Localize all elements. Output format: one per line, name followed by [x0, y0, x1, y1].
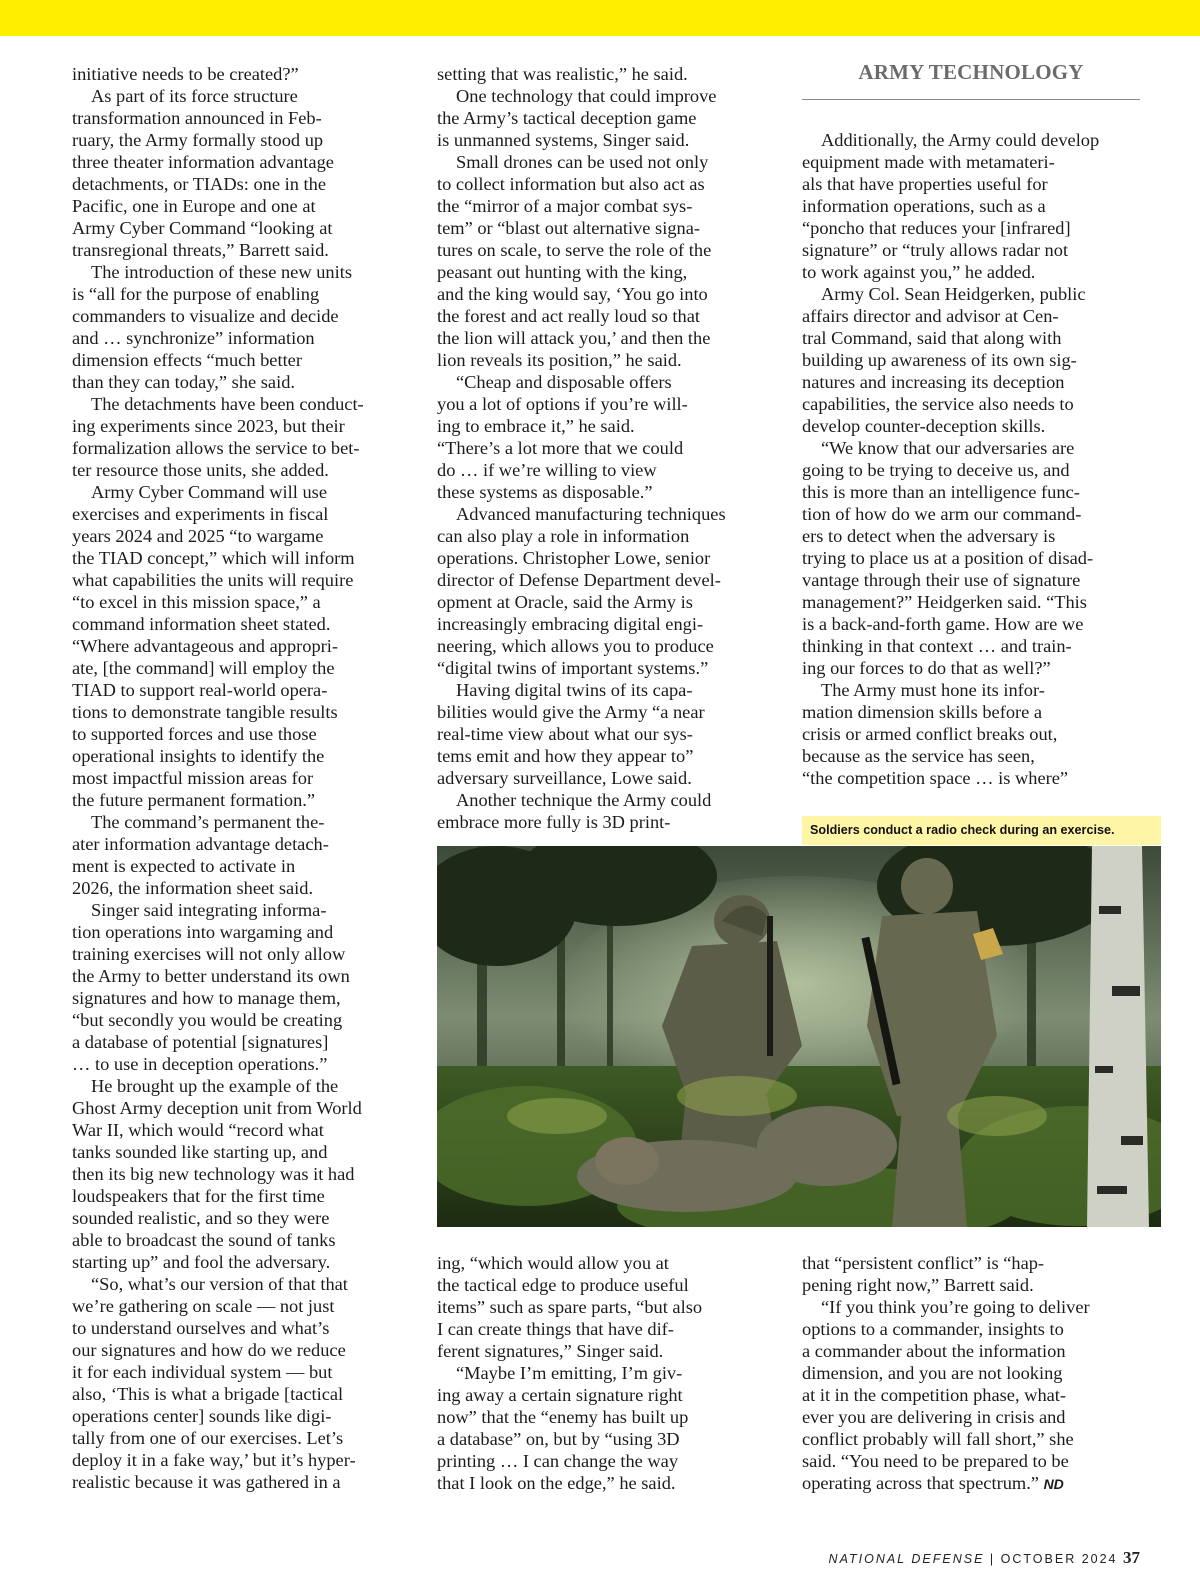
article-line: … to use in deception operations.”: [72, 1054, 328, 1074]
article-line: tures on scale, to serve the role of the: [437, 240, 712, 260]
article-line: going to be trying to deceive us, and: [802, 460, 1070, 480]
article-line: detachments, or TIADs: one in the: [72, 174, 327, 194]
article-line: operating across that spectrum.” ND: [802, 1473, 1064, 1493]
article-line: Advanced manufacturing techniques: [456, 504, 726, 524]
article-line: The command’s permanent the-: [91, 812, 325, 832]
article-line: ing to embrace it,” he said.: [437, 416, 635, 436]
article-line: ing away a certain signature right: [437, 1385, 683, 1405]
article-line: that I look on the edge,” he said.: [437, 1473, 676, 1493]
article-line: the future permanent formation.”: [72, 790, 316, 810]
article-line: tem” or “blast out alternative signa-: [437, 218, 700, 238]
article-line: affairs director and advisor at Cen-: [802, 306, 1059, 326]
article-line: trying to place us at a position of disad-: [802, 548, 1094, 568]
article-line: exercises and experiments in fiscal: [72, 504, 329, 524]
article-line: ment is expected to activate in: [72, 856, 296, 876]
article-line: able to broadcast the sound of tanks: [72, 1230, 336, 1250]
article-line: three theater information advantage: [72, 152, 334, 172]
article-line: also, ‘This is what a brigade [tactical: [72, 1384, 344, 1404]
article-line: building up awareness of its own sig-: [802, 350, 1077, 370]
article-line: “Cheap and disposable offers: [456, 372, 672, 392]
article-line: dimension effects “much better: [72, 350, 302, 370]
article-line: War II, which would “record what: [72, 1120, 324, 1140]
article-line: signature” or “truly allows radar not: [802, 240, 1069, 260]
article-line: conflict probably will fall short,” she: [802, 1429, 1074, 1449]
article-line: One technology that could improve: [456, 86, 717, 106]
article-line: tally from one of our exercises. Let’s: [72, 1428, 344, 1448]
article-line: you a lot of options if you’re will-: [437, 394, 688, 414]
article-column-3-bottom: [802, 1252, 1142, 1495]
article-line: embrace more fully is 3D print-: [437, 812, 671, 832]
article-line: our signatures and how do we reduce: [72, 1340, 346, 1360]
article-line: Small drones can be used not only: [456, 152, 709, 172]
article-column-3-top: [802, 129, 1142, 789]
article-line: and … synchronize” information: [72, 328, 315, 348]
article-line: the “mirror of a major combat sys-: [437, 196, 693, 216]
article-line: Army Col. Sean Heidgerken, public: [821, 284, 1086, 304]
article-line: because as the service has seen,: [802, 746, 1035, 766]
page-number: 37: [1123, 1548, 1140, 1567]
article-line: this is more than an intelligence func-: [802, 482, 1080, 502]
article-line: The detachments have been conduct-: [91, 394, 364, 414]
article-line: to understand ourselves and what’s: [72, 1318, 330, 1338]
article-line: operations center] sounds like digi-: [72, 1406, 332, 1426]
article-line: loudspeakers that for the first time: [72, 1186, 325, 1206]
article-line: crisis or armed conflict breaks out,: [802, 724, 1058, 744]
footer-publication: NATIONAL DEFENSE: [828, 1552, 985, 1566]
article-line: realistic because it was gathered in a: [72, 1472, 341, 1492]
article-line: ing experiments since 2023, but their: [72, 416, 345, 436]
article-line: The introduction of these new units: [91, 262, 352, 282]
article-line: the Army’s tactical deception game: [437, 108, 697, 128]
article-line: peasant out hunting with the king,: [437, 262, 688, 282]
article-line: management?” Heidgerken said. “This: [802, 592, 1087, 612]
footer-separator: |: [989, 1552, 996, 1566]
article-line: is unmanned systems, Singer said.: [437, 130, 690, 150]
article-line: mation dimension skills before a: [802, 702, 1043, 722]
article-line: Army Cyber Command will use: [91, 482, 327, 502]
article-column-2-bottom: [437, 1252, 777, 1494]
article-line: “poncho that reduces your [infrared]: [802, 218, 1071, 238]
article-line: lion reveals its position,” he said.: [437, 350, 682, 370]
article-line: “If you think you’re going to deliver: [821, 1297, 1090, 1317]
footer-issue: OCTOBER 2024: [1000, 1552, 1118, 1566]
article-line: adversary surveillance, Lowe said.: [437, 768, 692, 788]
article-line: can also play a role in information: [437, 526, 690, 546]
article-line: opment at Oracle, said the Army is: [437, 592, 693, 612]
article-photo: [437, 846, 1161, 1227]
article-line: He brought up the example of the: [91, 1076, 339, 1096]
article-line: ruary, the Army formally stood up: [72, 130, 324, 150]
article-line: “the competition space … is where”: [802, 768, 1069, 788]
article-line: initiative needs to be created?”: [72, 64, 299, 84]
article-line: operational insights to identify the: [72, 746, 325, 766]
article-line: ater information advantage detach-: [72, 834, 329, 854]
article-line: Having digital twins of its capa-: [456, 680, 693, 700]
article-line: than they can today,” she said.: [72, 372, 295, 392]
article-line: ers to detect when the adversary is: [802, 526, 1056, 546]
article-line: that “persistent conflict” is “hap-: [802, 1253, 1045, 1273]
article-line: most impactful mission areas for: [72, 768, 314, 788]
photo-caption: Soldiers conduct a radio check during an exercise.: [802, 816, 1161, 845]
article-line: “digital twins of important systems.”: [437, 658, 709, 678]
article-line: what capabilities the units will require: [72, 570, 354, 590]
article-line: tions to demonstrate tangible results: [72, 702, 338, 722]
article-line: equipment made with metamateri-: [802, 152, 1055, 172]
article-line: tion of how do we arm our command-: [802, 504, 1082, 524]
article-column-2-top: [437, 63, 777, 833]
article-line: signatures and how to manage them,: [72, 988, 341, 1008]
article-line: is a back-and-forth game. How are we: [802, 614, 1084, 634]
article-line: 2026, the information sheet said.: [72, 878, 314, 898]
article-line: capabilities, the service also needs to: [802, 394, 1074, 414]
article-line: transregional threats,” Barrett said.: [72, 240, 329, 260]
article-line: natures and increasing its deception: [802, 372, 1065, 392]
article-line: said. “You need to be prepared to be: [802, 1451, 1069, 1471]
article-line: a commander about the information: [802, 1341, 1066, 1361]
section-header-rule: [802, 99, 1140, 100]
article-line: at it in the competition phase, what-: [802, 1385, 1067, 1405]
article-line: commanders to visualize and decide: [72, 306, 339, 326]
article-line: Ghost Army deception unit from World: [72, 1098, 362, 1118]
top-color-bar: [0, 0, 1200, 36]
article-line: “but secondly you would be creating: [72, 1010, 343, 1030]
article-line: then its big new technology was it had: [72, 1164, 355, 1184]
article-line: As part of its force structure: [91, 86, 298, 106]
article-column-1: [72, 63, 412, 1493]
section-header: ARMY TECHNOLOGY: [858, 60, 1084, 84]
article-line: tion operations into wargaming and: [72, 922, 334, 942]
article-line: “So, what’s our version of that that: [91, 1274, 348, 1294]
article-line: tems emit and how they appear to”: [437, 746, 694, 766]
article-line: the lion will attack you,’ and then the: [437, 328, 711, 348]
article-line: tral Command, said that along with: [802, 328, 1062, 348]
article-line: “Maybe I’m emitting, I’m giv-: [456, 1363, 683, 1383]
article-line: a database” on, but by “using 3D: [437, 1429, 680, 1449]
article-line: TIAD to support real-world opera-: [72, 680, 328, 700]
article-line: neering, which allows you to produce: [437, 636, 714, 656]
article-line: the TIAD concept,” which will inform: [72, 548, 355, 568]
article-line: Singer said integrating informa-: [91, 900, 327, 920]
article-line: “There’s a lot more that we could: [437, 438, 684, 458]
article-line: “to excel in this mission space,” a: [72, 592, 321, 612]
article-line: transformation announced in Feb-: [72, 108, 322, 128]
article-line: increasingly embracing digital engi-: [437, 614, 704, 634]
article-line: training exercises will not only allow: [72, 944, 346, 964]
article-line: information operations, such as a: [802, 196, 1046, 216]
article-line: Army Cyber Command “looking at: [72, 218, 333, 238]
article-line: options to a commander, insights to: [802, 1319, 1064, 1339]
article-line: a database of potential [signatures]: [72, 1032, 329, 1052]
article-line: “Where advantageous and appropri-: [72, 636, 339, 656]
article-line: the Army to better understand its own: [72, 966, 350, 986]
end-mark: ND: [1043, 1476, 1064, 1492]
article-line: ferent signatures,” Singer said.: [437, 1341, 664, 1361]
article-line: sounded realistic, and so they were: [72, 1208, 330, 1228]
article-line: to supported forces and use those: [72, 724, 317, 744]
article-line: to work against you,” he added.: [802, 262, 1036, 282]
article-line: I can create things that have dif-: [437, 1319, 674, 1339]
article-line: real-time view about what our sys-: [437, 724, 693, 744]
article-line: bilities would give the Army “a near: [437, 702, 705, 722]
article-line: ing, “which would allow you at: [437, 1253, 669, 1273]
article-line: director of Defense Department devel-: [437, 570, 721, 590]
article-line: command information sheet stated.: [72, 614, 331, 634]
article-line: and the king would say, ‘You go into: [437, 284, 708, 304]
page-footer: [829, 1548, 1140, 1568]
article-line: formalization allows the service to bet-: [72, 438, 360, 458]
article-line: tanks sounded like starting up, and: [72, 1142, 328, 1162]
article-line: ever you are delivering in crisis and: [802, 1407, 1066, 1427]
article-line: operations. Christopher Lowe, senior: [437, 548, 711, 568]
article-line: deploy it in a fake way,’ but it’s hyper-: [72, 1450, 356, 1470]
article-line: printing … I can change the way: [437, 1451, 679, 1471]
article-line: thinking in that context … and train-: [802, 636, 1072, 656]
article-line: dimension, and you are not looking: [802, 1363, 1063, 1383]
article-line: we’re gathering on scale — not just: [72, 1296, 335, 1316]
article-line: do … if we’re willing to view: [437, 460, 657, 480]
article-line: vantage through their use of signature: [802, 570, 1081, 590]
article-line: Additionally, the Army could develop: [821, 130, 1100, 150]
article-line: the tactical edge to produce useful: [437, 1275, 689, 1295]
article-line: items” such as spare parts, “but also: [437, 1297, 703, 1317]
article-line: ing our forces to do that as well?”: [802, 658, 1051, 678]
article-line: als that have properties useful for: [802, 174, 1048, 194]
article-line: Pacific, one in Europe and one at: [72, 196, 316, 216]
article-line: pening right now,” Barrett said.: [802, 1275, 1034, 1295]
article-line: develop counter-deception skills.: [802, 416, 1046, 436]
article-line: “We know that our adversaries are: [821, 438, 1075, 458]
article-line: it for each individual system — but: [72, 1362, 333, 1382]
article-line: ter resource those units, she added.: [72, 460, 329, 480]
article-line: the forest and act really loud so that: [437, 306, 701, 326]
article-line: is “all for the purpose of enabling: [72, 284, 320, 304]
article-line: Another technique the Army could: [456, 790, 712, 810]
article-line: these systems as disposable.”: [437, 482, 653, 502]
article-line: starting up” and fool the adversary.: [72, 1252, 331, 1272]
article-line: years 2024 and 2025 “to wargame: [72, 526, 324, 546]
article-line: ate, [the command] will employ the: [72, 658, 335, 678]
article-line: now” that the “enemy has built up: [437, 1407, 689, 1427]
article-line: The Army must hone its infor-: [821, 680, 1045, 700]
article-line: setting that was realistic,” he said.: [437, 64, 688, 84]
article-line: to collect information but also act as: [437, 174, 705, 194]
